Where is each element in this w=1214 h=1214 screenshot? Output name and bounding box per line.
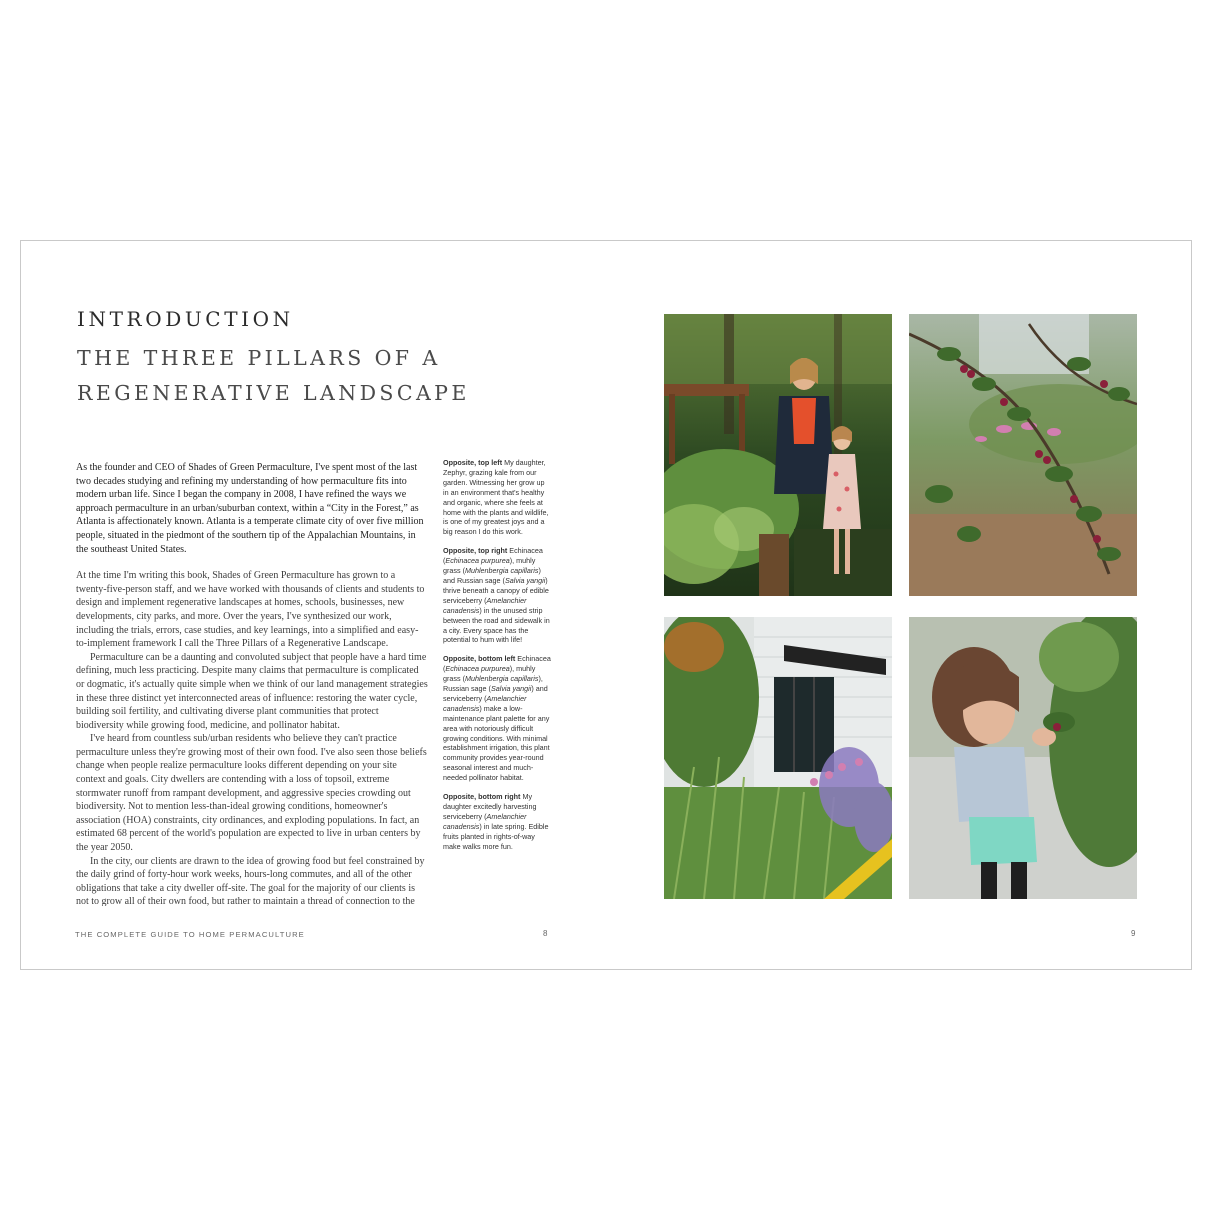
caption-species: Echinacea purpurea xyxy=(445,664,510,674)
running-footer: THE COMPLETE GUIDE TO HOME PERMACULTURE xyxy=(75,930,305,939)
caption-label: Opposite, bottom left xyxy=(443,654,516,664)
caption-text: ) in the unused strip between the road and sidewalk in a city. Every space has the potential to hum with life! xyxy=(443,605,550,645)
photo-captions xyxy=(443,458,551,861)
caption-top-left xyxy=(443,458,551,537)
garden-photo-image xyxy=(664,314,892,596)
garden-photo xyxy=(664,314,892,596)
caption-species: Muhlenbergia capillaris xyxy=(464,566,539,576)
flower-photo xyxy=(909,314,1137,596)
caption-bottom-right xyxy=(443,792,551,851)
caption-text: My daughter excitedly harvesting serviceberry ( xyxy=(443,792,537,821)
caption-text: ) thrive beneath a canopy of edible serviceberry ( xyxy=(443,575,549,605)
body-paragraph: At the time I'm writing this book, Shades of Green Permaculture has grown to a twenty-five-person staff, and we have worked with thousands of clients and students to design and implement regenerative landscapes at homes, schools, businesses, new developments, city parks, and more. Over the years, I've synthesized our work, including the trials, errors, case studies, and key learnings, into a simplified and easy-to-implement framework I call the Three Pillars of a Regenerative Landscape. xyxy=(76,570,425,650)
caption-text: ), muhly grass ( xyxy=(443,664,536,684)
body-paragraph: I've heard from countless sub/urban residents who believe they can't practice permaculture unless they're growing most of their own food. I've also seen those beliefs change when people realize permaculture looks different depending on your site context and goals. City dwellers are contending with a loss of topsoil, extreme stormwater runoff from rampant development, and aggressive species crowding out biodiversity. Not to mention less-than-ideal growing conditions, homeowner's association (HOA) constraints, city ordinances, and exploding populations. In fact, an estimated 68 percent of the world's population are expected to live in urban centers by the year 2050. xyxy=(76,733,427,854)
caption-text: ) in late spring. Edible fruits planted in rights-of-way make walks more fun. xyxy=(443,821,549,851)
caption-top-right xyxy=(443,546,551,645)
caption-label: Opposite, bottom right xyxy=(443,792,521,802)
flower-photo-image xyxy=(909,314,1137,596)
caption-text: Echinacea ( xyxy=(443,546,543,566)
caption-text: ) make a low-maintenance plant palette for any area with notoriously difficult growing conditions. With minimal establishment irrigation, this plant community provides year-round seasonal interest and much-needed pollinator habitat. xyxy=(443,703,550,783)
caption-text: Echinacea ( xyxy=(443,654,551,674)
body-paragraph: Permaculture can be a daunting and convoluted subject that people have a hard time defining, much less practicing. Despite many claims that permaculture is complicated or dogmatic, it's actually quite simple when we think of our land management strategies in these three distinct yet interconnected areas of influence: restoring the water cycle, building soil fertility, and cultivating diverse plant communities that protect biodiversity while growing food, medicine, and pollinator habitat. xyxy=(76,651,428,731)
caption-species: Echinacea purpurea xyxy=(445,556,510,566)
chapter-label: INTRODUCTION xyxy=(77,307,294,331)
body-paragraph: In the city, our clients are drawn to the idea of growing food but feel constrained by the daily grind of forty-hour work weeks, hours-long commutes, and all of the other obligations that take a city dweller off-site. The goal for the majority of our clients is not to grow all of their own food, but rather to maintain a thread of connection to the xyxy=(76,855,425,906)
caption-text: ) and serviceberry ( xyxy=(443,684,548,703)
chapter-title: THE THREE PILLARS OF A REGENERATIVE LANDSCAPE xyxy=(77,346,470,405)
caption-text: ), Russian sage ( xyxy=(443,674,543,694)
caption-species: Salvia yangii xyxy=(504,575,546,585)
caption-species: Amelanchier canadensis xyxy=(443,811,527,831)
caption-label: Opposite, top left xyxy=(443,458,503,467)
caption-species: Salvia yangii xyxy=(490,684,532,694)
child-photo-image xyxy=(909,617,1137,899)
child-photo xyxy=(909,617,1137,899)
body-text xyxy=(76,461,428,906)
book-spread xyxy=(20,240,1192,970)
caption-species: Amelanchier canadensis xyxy=(443,595,527,615)
caption-species: Amelanchier canadensis xyxy=(443,693,527,713)
building-photo-image xyxy=(664,617,892,899)
caption-text: ), muhly grass ( xyxy=(443,556,536,576)
caption-text: ) and Russian sage ( xyxy=(443,566,541,585)
caption-bottom-left xyxy=(443,654,551,783)
lead-paragraph: As the founder and CEO of Shades of Green Permaculture, I've spent most of the last two decades studying and refining my understanding of how permaculture fits into modern urban life. Since I began the company in 2008, I have refined the ways we approach permaculture in an urban/suburban context, within a “City in the Forest,” as Atlanta is affectionately known. Atlanta is a temperate climate city of over five million people, situated in the piedmont of the southern tip of the Appalachian Mountains, in the southeast United States. xyxy=(76,462,424,555)
caption-species: Muhlenbergia capillaris xyxy=(464,674,539,684)
page-number-left: 8 xyxy=(543,929,548,938)
page-number-right: 9 xyxy=(1131,929,1136,938)
caption-label: Opposite, top right xyxy=(443,546,508,556)
caption-text: My daughter, Zephyr, grazing kale from our garden. Witnessing her grow up in an environment that's healthy and organic, where she feels at home with the plants and wildlife, is one of my greatest joys and a big reason I do this work. xyxy=(443,458,549,537)
building-photo xyxy=(664,617,892,899)
